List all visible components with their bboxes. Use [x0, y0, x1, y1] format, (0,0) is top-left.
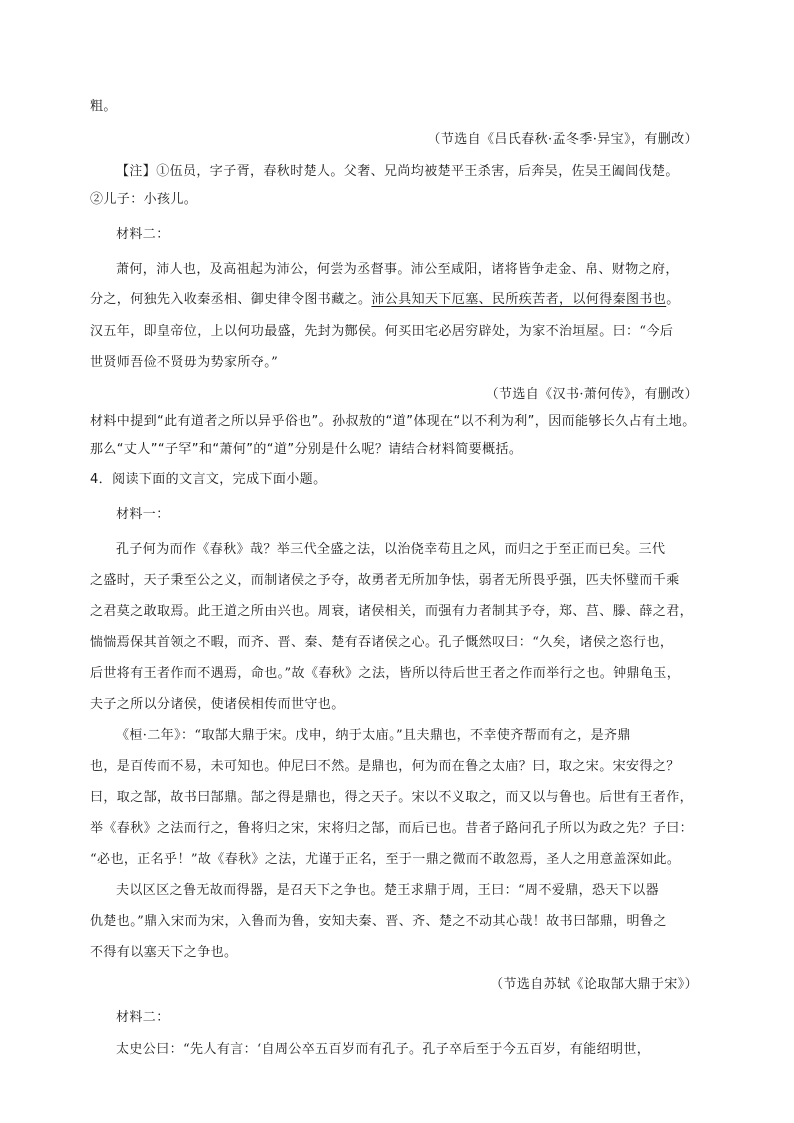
text-segment: 夫子之所以分诸侯，使诸侯相传而世守也。 [90, 697, 345, 712]
text-segment: 惴惴焉保其首领之不暇，而齐、晋、秦、楚有吞诸侯之心。孔子慨然叹曰：“久矣，诸侯之恣行也， [90, 635, 674, 650]
text-line-11 [90, 695, 345, 715]
text-line-8 [90, 602, 693, 622]
text-segment: 《桓·二年》：“取郜大鼎于宋。戊申，纳于太庙。”且夫鼎也，不幸使齐帮而有之，是齐鼎 [116, 728, 631, 743]
text-line-19 [90, 943, 237, 963]
text-line-15 [90, 819, 693, 839]
text-segment: 材料一： [116, 507, 170, 522]
text-segment: 萧何，沛人也，及高祖起为沛公，何尝为丞督事。沛公至咸阳，诸将皆争走金、帛、财物之府， [116, 262, 679, 277]
text-segment: 之盛时，天子秉至公之义，而制诸侯之予夺，故勇者无所加争怯，弱者无所畏乎强，匹夫怀璧而千乘 [90, 573, 680, 588]
source-note-1 [427, 130, 698, 150]
text-line-7 [90, 571, 680, 591]
text-segment: 也，是百传而不易，未可知也。仲尼曰不然。是鼎也，何为而在鲁之太庙？曰，取之宋。宋安得之？ [90, 759, 680, 774]
text-line-18 [90, 912, 667, 932]
text-segment: 后世将有王者作而不遇焉，命也。”故《春秋》之法，皆所以待后世王者之作而举行之也。钟鼎龟玉， [90, 666, 681, 681]
text-line-1 [90, 97, 117, 117]
text-segment: 世贤师吾俭不贤毋为势家所夺。” [90, 355, 279, 370]
material-label-1 [116, 505, 170, 525]
text-line-3 [90, 290, 680, 310]
text-segment: （节选自《吕氏春秋·孟冬季·异宝》，有删改） [427, 132, 698, 147]
annotation-line-2 [90, 190, 197, 210]
text-segment: 【注】①伍员，字子胥，春秋时楚人。父奢、兄尚均被楚平王杀害，后奔吴，佐吴王阖闾伐楚。 [116, 164, 679, 179]
text-line-10 [90, 664, 680, 684]
text-segment: 那么“丈人”“子罕”和“萧何”的“道”分别是什么呢？请结合材料简要概括。 [90, 442, 523, 457]
question-4-title [90, 470, 326, 490]
question-line-1 [90, 412, 696, 432]
source-note-3 [490, 975, 698, 995]
text-segment: ②儿子：小孩儿。 [90, 192, 198, 207]
material-label-3 [116, 1008, 170, 1028]
text-segment: 粗。 [90, 99, 117, 114]
source-note-2 [486, 385, 698, 405]
text-segment: 材料二： [116, 227, 170, 242]
material-label-2 [116, 225, 170, 245]
text-segment: 汉五年，即皇帝位，上以何功最盛，先封为酂侯。何买田宅必居穷辟处，为家不治垣屋。曰：“今后 [90, 324, 674, 339]
text-segment: （节选自苏轼《论取郜大鼎于宋》） [490, 977, 698, 992]
text-line-2 [116, 260, 679, 280]
underlined-sentence: 沛公具知天下厄塞、民所疾苦者，以何得秦图书也 [371, 292, 667, 307]
question-line-2 [90, 440, 522, 460]
text-segment: 举《春秋》之法而行之，鲁将归之宋，宋将归之郜，而后已也。昔者子路问孔子所以为政之先？子曰： [90, 821, 694, 836]
text-segment: 仇楚也。”鼎入宋而为宋，入鲁而为鲁，安知夫秦、晋、齐、楚之不动其心哉！故书曰郜鼎，明鲁之 [90, 914, 667, 929]
text-segment: 不得有以塞天下之争也。 [90, 945, 238, 960]
text-segment: 曰，取之郜，故书曰郜鼎。郜之得是鼎也，得之天子。宋以不义取之，而又以与鲁也。后世有王者作， [90, 790, 694, 805]
text-segment: “必也，正名乎！”故《春秋》之法，尤谨于正名，至于一鼎之微而不敢忽焉，圣人之用意盖深如此。 [90, 852, 681, 867]
annotation-line-1 [116, 162, 679, 182]
text-line-9 [90, 633, 673, 653]
text-segment: 4．阅读下面的文言文，完成下面小题。 [90, 472, 327, 487]
text-line-17 [116, 881, 659, 901]
text-line-20 [116, 1040, 650, 1060]
text-segment: 材料中提到“此有道者之所以异乎俗也”。孙叔敖的“道”体现在“以不利为利”，因而能够长久占有土地。 [90, 414, 696, 429]
text-segment: （节选自《汉书·萧何传》，有删改） [485, 387, 698, 402]
text-segment: 材料二： [116, 1010, 170, 1025]
text-line-13 [90, 757, 680, 777]
text-line-12 [116, 726, 631, 746]
text-segment: 之君莫之敢取焉。此王道之所由兴也。周衰，诸侯相关，而强有力者制其予夺，郑、莒、滕、薛之君， [90, 604, 694, 619]
text-line-14 [90, 788, 693, 808]
text-line-6 [116, 540, 665, 560]
text-line-16 [90, 850, 680, 870]
text-segment: 夫以区区之鲁无故而得器，是召天下之争也。楚王求鼎于周，王曰：“周不爱鼎，恐天下以器 [116, 883, 660, 898]
text-line-4 [90, 322, 673, 342]
text-segment: 。 [666, 292, 680, 307]
text-segment: 太史公曰：“先人有言：‘自周公卒五百岁而有孔子。孔子卒后至于今五百岁，有能绍明世， [116, 1042, 651, 1057]
text-segment: 孔子何为而作《春秋》哉？举三代全盛之法，以治侥幸苟且之风，而归之于至正而已矣。三代 [116, 542, 666, 557]
text-line-5 [90, 353, 278, 373]
text-segment: 分之，何独先入收秦丞相、御史律令图书藏之。 [90, 292, 372, 307]
